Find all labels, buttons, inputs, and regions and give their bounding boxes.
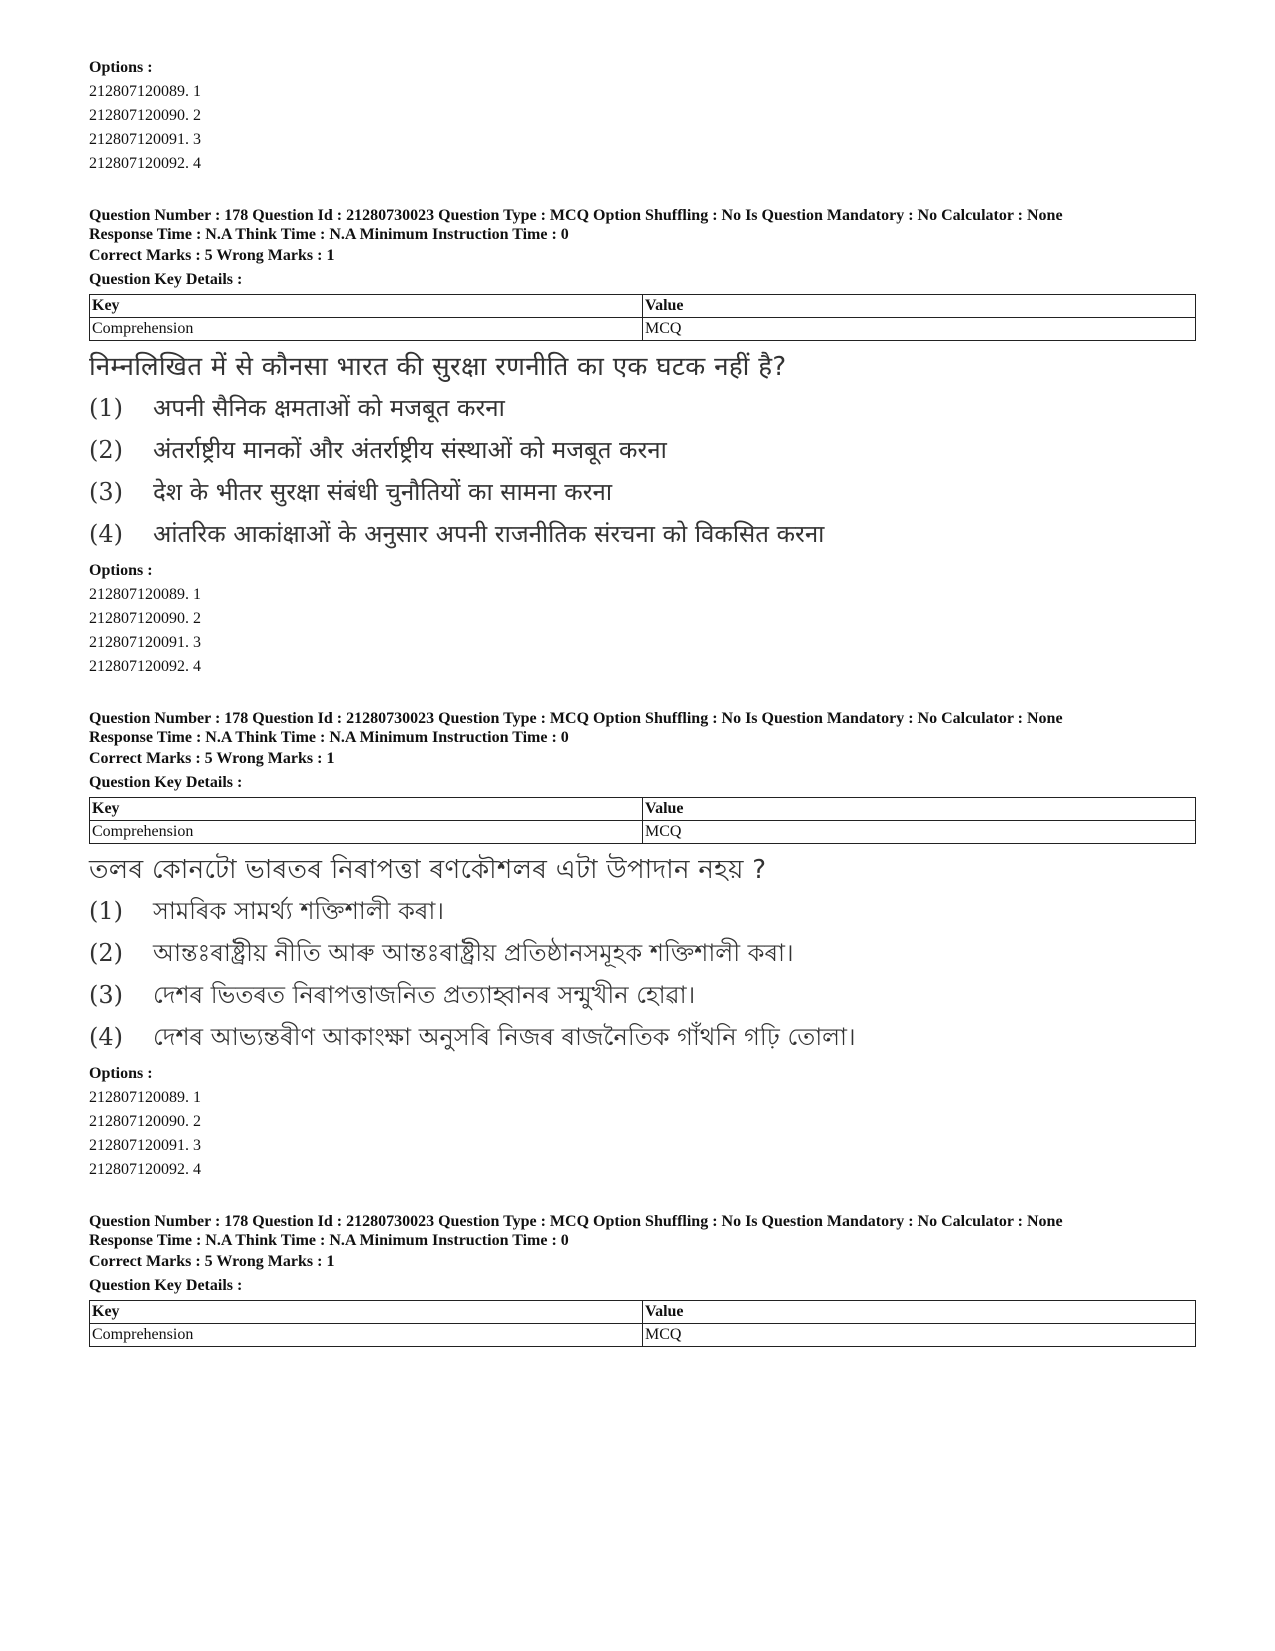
table-header-cell: Key (90, 295, 643, 318)
question-block-hindi (89, 206, 1196, 679)
option-item: 212807120089. 1 (89, 1089, 201, 1106)
question-text: তলৰ কোনটো ভাৰতৰ নিৰাপত্তা ৰণকৌশলৰ এটা উপাদান নহয় ? (89, 855, 767, 885)
question-image (89, 850, 1196, 1058)
question-choice (89, 932, 1196, 974)
option-item: 212807120092. 4 (89, 155, 201, 172)
question-marks: Correct Marks : 5 Wrong Marks : 1 (89, 750, 335, 767)
choice-text: সামৰিক সামৰ্থ্য শক্তিশালী কৰা। (153, 897, 444, 925)
table-cell: Comprehension (90, 1324, 643, 1347)
choice-number: (4) (89, 520, 123, 548)
table-row (90, 318, 1196, 341)
question-choice (89, 513, 1196, 555)
question-meta-line: Question Number : 178 Question Id : 21280730023 Question Type : MCQ Option Shuffling : No Is Question Mandatory : No Calculator : None (89, 710, 1063, 727)
table-header-cell: Key (90, 1301, 643, 1324)
choice-text: देश के भीतर सुरक्षा संबंधी चुनौतियों का सामना करना (153, 478, 613, 506)
choice-text: দেশৰ ভিতৰত নিৰাপত্তাজনিত প্ৰত্যাহ্বানৰ সন্মুখীন হোৱা। (153, 981, 696, 1009)
table-header-cell: Value (643, 295, 1196, 318)
question-choice (89, 974, 1196, 1016)
option-item: 212807120091. 3 (89, 634, 201, 651)
table-cell: MCQ (643, 318, 1196, 341)
table-header-row (90, 295, 1196, 318)
options-label: Options : (89, 59, 153, 76)
table-header-cell: Key (90, 798, 643, 821)
table-row (90, 1324, 1196, 1347)
option-item: 212807120090. 2 (89, 1113, 201, 1130)
question-choice (89, 429, 1196, 471)
option-item: 212807120091. 3 (89, 131, 201, 148)
choice-number: (1) (89, 897, 123, 925)
question-block-assamese (89, 709, 1196, 1182)
table-cell: MCQ (643, 1324, 1196, 1347)
choice-text: দেশৰ আভ্যন্তৰীণ আকাংক্ষা অনুসৰি নিজৰ ৰাজনৈতিক গাঁথনি গঢ়ি তোলা। (153, 1023, 856, 1051)
key-value-table (89, 1300, 1196, 1347)
option-item: 212807120089. 1 (89, 83, 201, 100)
key-value-table (89, 797, 1196, 844)
table-cell: Comprehension (90, 318, 643, 341)
option-item: 212807120090. 2 (89, 610, 201, 627)
choice-text: अंतर्राष्ट्रीय मानकों और अंतर्राष्ट्रीय संस्थाओं को मजबूत करना (153, 436, 667, 464)
question-key-details-label: Question Key Details : (89, 1277, 243, 1294)
table-header-cell: Value (643, 798, 1196, 821)
question-key-details-label: Question Key Details : (89, 271, 243, 288)
option-item: 212807120091. 3 (89, 1137, 201, 1154)
option-item: 212807120092. 4 (89, 1161, 201, 1178)
table-header-row (90, 798, 1196, 821)
choice-number: (3) (89, 981, 123, 1009)
option-item: 212807120089. 1 (89, 586, 201, 603)
document-page (89, 56, 1196, 1347)
question-text: निम्नलिखित में से कौनसा भारत की सुरक्षा रणनीति का एक घटक नहीं है? (89, 352, 787, 382)
top-options-block (89, 56, 1196, 176)
question-image (89, 347, 1196, 555)
question-choice (89, 471, 1196, 513)
options-label: Options : (89, 1065, 153, 1082)
key-value-table (89, 294, 1196, 341)
table-cell: Comprehension (90, 821, 643, 844)
option-item: 212807120090. 2 (89, 107, 201, 124)
table-header-row (90, 1301, 1196, 1324)
option-item: 212807120092. 4 (89, 658, 201, 675)
question-timing-line: Response Time : N.A Think Time : N.A Minimum Instruction Time : 0 (89, 226, 569, 243)
question-choice (89, 890, 1196, 932)
choice-text: আন্তঃৰাষ্ট্ৰীয় নীতি আৰু আন্তঃৰাষ্ট্ৰীয় প্ৰতিষ্ঠানসমূহক শক্তিশালী কৰা। (153, 939, 794, 967)
question-marks: Correct Marks : 5 Wrong Marks : 1 (89, 247, 335, 264)
options-label: Options : (89, 562, 153, 579)
choice-number: (2) (89, 436, 123, 464)
table-cell: MCQ (643, 821, 1196, 844)
question-marks: Correct Marks : 5 Wrong Marks : 1 (89, 1253, 335, 1270)
question-block-trailing (89, 1212, 1196, 1347)
question-choice (89, 1016, 1196, 1058)
question-meta-line: Question Number : 178 Question Id : 21280730023 Question Type : MCQ Option Shuffling : No Is Question Mandatory : No Calculator : None (89, 1213, 1063, 1230)
choice-number: (4) (89, 1023, 123, 1051)
choice-number: (2) (89, 939, 123, 967)
table-header-cell: Value (643, 1301, 1196, 1324)
choice-number: (3) (89, 478, 123, 506)
table-row (90, 821, 1196, 844)
question-choice (89, 387, 1196, 429)
question-meta-line: Question Number : 178 Question Id : 21280730023 Question Type : MCQ Option Shuffling : No Is Question Mandatory : No Calculator : None (89, 207, 1063, 224)
question-timing-line: Response Time : N.A Think Time : N.A Minimum Instruction Time : 0 (89, 729, 569, 746)
question-timing-line: Response Time : N.A Think Time : N.A Minimum Instruction Time : 0 (89, 1232, 569, 1249)
choice-text: आंतरिक आकांक्षाओं के अनुसार अपनी राजनीतिक संरचना को विकसित करना (153, 520, 825, 548)
question-key-details-label: Question Key Details : (89, 774, 243, 791)
choice-text: अपनी सैनिक क्षमताओं को मजबूत करना (153, 394, 505, 422)
choice-number: (1) (89, 394, 123, 422)
